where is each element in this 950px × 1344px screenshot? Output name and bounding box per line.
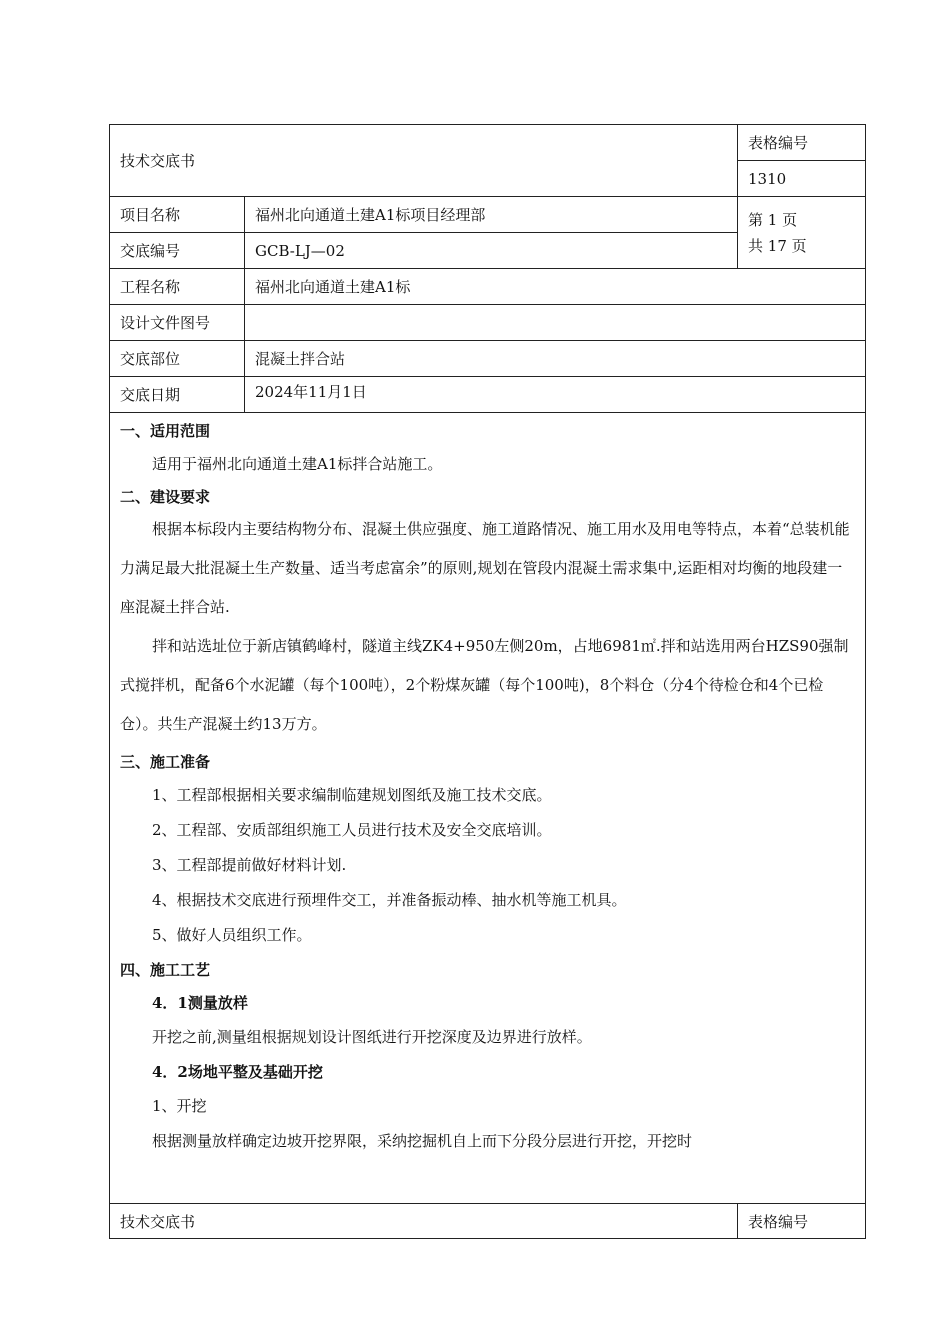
disclosure-no-label: 交底编号 xyxy=(110,233,245,269)
doc-title: 技术交底书 xyxy=(110,125,738,197)
engineering-name: 福州北向通道土建A1标 xyxy=(245,269,866,305)
disclosure-form xyxy=(109,124,866,1204)
prep-item: 1、工程部根据相关要求编制临建规划图纸及施工技术交底。 xyxy=(152,786,552,804)
design-drawing xyxy=(245,305,866,341)
page-number: 第 1 页 xyxy=(748,210,798,229)
disclosure-part: 混凝土拌合站 xyxy=(245,341,866,377)
subsection-4-2-text: 根据测量放样确定边坡开挖界限，采纳挖掘机自上而下分段分层进行开挖，开挖时 xyxy=(152,1132,693,1150)
footer-table xyxy=(109,1203,866,1239)
section-2-title: 二、建设要求 xyxy=(120,488,211,506)
content-area xyxy=(110,413,866,1204)
subsection-4-2-item: 1、开挖 xyxy=(152,1097,207,1115)
footer-doc-title: 技术交底书 xyxy=(110,1204,738,1239)
section-3-title: 三、施工准备 xyxy=(120,753,211,771)
section-1-title: 一、适用范围 xyxy=(120,422,211,440)
disclosure-no: GCB-LJ—02 xyxy=(245,233,738,269)
section-2-paragraph-1: 根据本标段内主要结构物分布、混凝土供应强度、施工道路情况、施工用水及用电等特点，本着“总装机能力满足最大批混凝土生产数量、适当考虑富余”的原则,规划在管段内混凝土需求集中,运距相对均衡的地段建一座混凝土拌合站. xyxy=(120,520,850,616)
design-drawing-label: 设计文件图号 xyxy=(110,305,245,341)
subsection-4-1-text: 开挖之前,测量组根据规划设计图纸进行开挖深度及边界进行放样。 xyxy=(152,1028,592,1046)
section-4-title: 四、施工工艺 xyxy=(120,961,211,979)
page-info xyxy=(738,197,866,269)
disclosure-part-label: 交底部位 xyxy=(110,341,245,377)
project-name: 福州北向通道土建A1标项目经理部 xyxy=(245,197,738,233)
engineering-name-label: 工程名称 xyxy=(110,269,245,305)
prep-item: 2、工程部、安质部组织施工人员进行技术及安全交底培训。 xyxy=(152,821,552,839)
disclosure-date-label: 交底日期 xyxy=(110,377,245,413)
form-no-label: 表格编号 xyxy=(738,125,866,161)
project-name-label: 项目名称 xyxy=(110,197,245,233)
disclosure-date: 2024年11月1日 xyxy=(245,377,866,413)
subsection-4-2-title: 4．2场地平整及基础开挖 xyxy=(152,1063,323,1081)
footer-form-no-label: 表格编号 xyxy=(738,1204,866,1239)
content-body xyxy=(110,413,865,1151)
total-pages: 共 17 页 xyxy=(748,236,807,255)
prep-item: 5、做好人员组织工作。 xyxy=(152,926,312,944)
section-2-paragraph-2: 拌和站选址位于新店镇鹤峰村，隧道主线ZK4+950左侧20m，占地6981㎡.拌和站选用两台HZS90强制式搅拌机，配备6个水泥罐（每个100吨），2个粉煤灰罐（每个100吨)，8个料仓（分4个待检仓和4个已检仓）。共生产混凝土约13万方。 xyxy=(120,637,849,733)
section-1-text: 适用于福州北向通道土建A1标拌合站施工。 xyxy=(152,455,443,473)
prep-item: 3、工程部提前做好材料计划. xyxy=(152,856,347,874)
form-no: 1310 xyxy=(738,161,866,197)
subsection-4-1-title: 4．1测量放样 xyxy=(152,994,248,1012)
prep-item: 4、根据技术交底进行预埋件交工，并准备振动棒、抽水机等施工机具。 xyxy=(152,891,627,909)
